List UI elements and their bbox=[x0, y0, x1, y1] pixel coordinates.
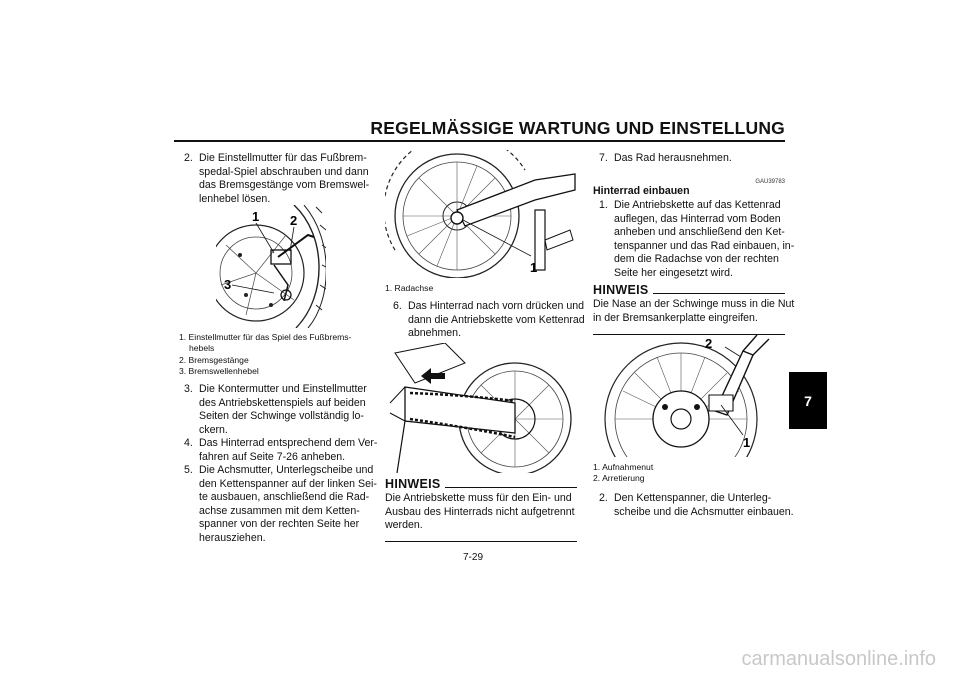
figure-brake-plate bbox=[593, 335, 785, 457]
page-number: 7-29 bbox=[463, 552, 484, 563]
col3-hinweis: HINWEIS Die Nase an der Schwinge muss in die Nut in der Bremsankerplatte eingreifen. bbox=[593, 284, 785, 335]
figure-brake-rod bbox=[216, 205, 326, 328]
fig3-label-1: 1 bbox=[743, 435, 751, 450]
col1-steps: 3. Die Kontermutter und Einstellmutter des Antriebskettenspiels auf beiden Seiten der Schwinge vollständig lo- ckern. 4. Das Hinterrad entsprechend dem Ver- fahren auf Seite 7-26 anheben. 5. Die Achsmutter, Unterlegscheibe und den Kettenspanner auf der linken Sei- te ausbauen, anschließend die Rad- achse zusammen mit dem Ketten- spanner von der rechten Seite her herausziehen. bbox=[184, 383, 378, 544]
header-rule bbox=[174, 140, 785, 142]
fig1-caption: 1. Einstellmutter für das Spiel des Fußbrems- hebels 2. Bremsgestänge 3. Bremswellenhebel bbox=[179, 332, 352, 377]
fig2-caption: 1. Radachse bbox=[385, 283, 434, 293]
watermark: carmanualsonline.info bbox=[741, 648, 936, 670]
brake-rod-illustration bbox=[216, 205, 326, 328]
col2-hinweis: HINWEIS Die Antriebskette muss für den Ein- und Ausbau des Hinterrads nicht aufgetrennt werden. bbox=[385, 478, 577, 542]
fig3-caption: 1. Aufnahmenut 2. Arretierung bbox=[593, 462, 654, 484]
fig1-label-1: 1 bbox=[252, 209, 260, 224]
col3-step-2: 2. Den Kettenspanner, die Unterleg- scheibe und die Achsmutter einbauen. bbox=[599, 492, 794, 518]
section-code: GAU39783 bbox=[755, 179, 785, 185]
col3-step-1: 1. Die Antriebskette auf das Kettenrad auflegen, das Hinterrad vom Boden anheben und anschließend den Ket- tenspanner und das Rad einbauen, in- dem die Radachse von der rechten Seite her eingesetzt wird. bbox=[599, 199, 795, 279]
chapter-tab[interactable]: 7 bbox=[789, 372, 827, 429]
fig2-label-1: 1 bbox=[530, 260, 538, 275]
col2-step-6: 6. Das Hinterrad nach vorn drücken und dann die Antriebskette vom Kettenrad abnehmen. bbox=[393, 300, 585, 340]
figure-chain bbox=[385, 343, 577, 473]
fig1-label-2: 2 bbox=[290, 213, 298, 228]
brake-plate-illustration bbox=[593, 335, 785, 457]
fig1-label-3: 3 bbox=[224, 277, 232, 292]
page-title: REGELMÄSSIGE WARTUNG UND EINSTELLUNG bbox=[370, 118, 785, 138]
fig3-label-2: 2 bbox=[705, 336, 713, 351]
chain-illustration bbox=[385, 343, 577, 473]
section-heading: Hinterrad einbauen bbox=[593, 185, 690, 197]
axle-illustration bbox=[385, 150, 577, 278]
figure-axle bbox=[385, 150, 577, 278]
